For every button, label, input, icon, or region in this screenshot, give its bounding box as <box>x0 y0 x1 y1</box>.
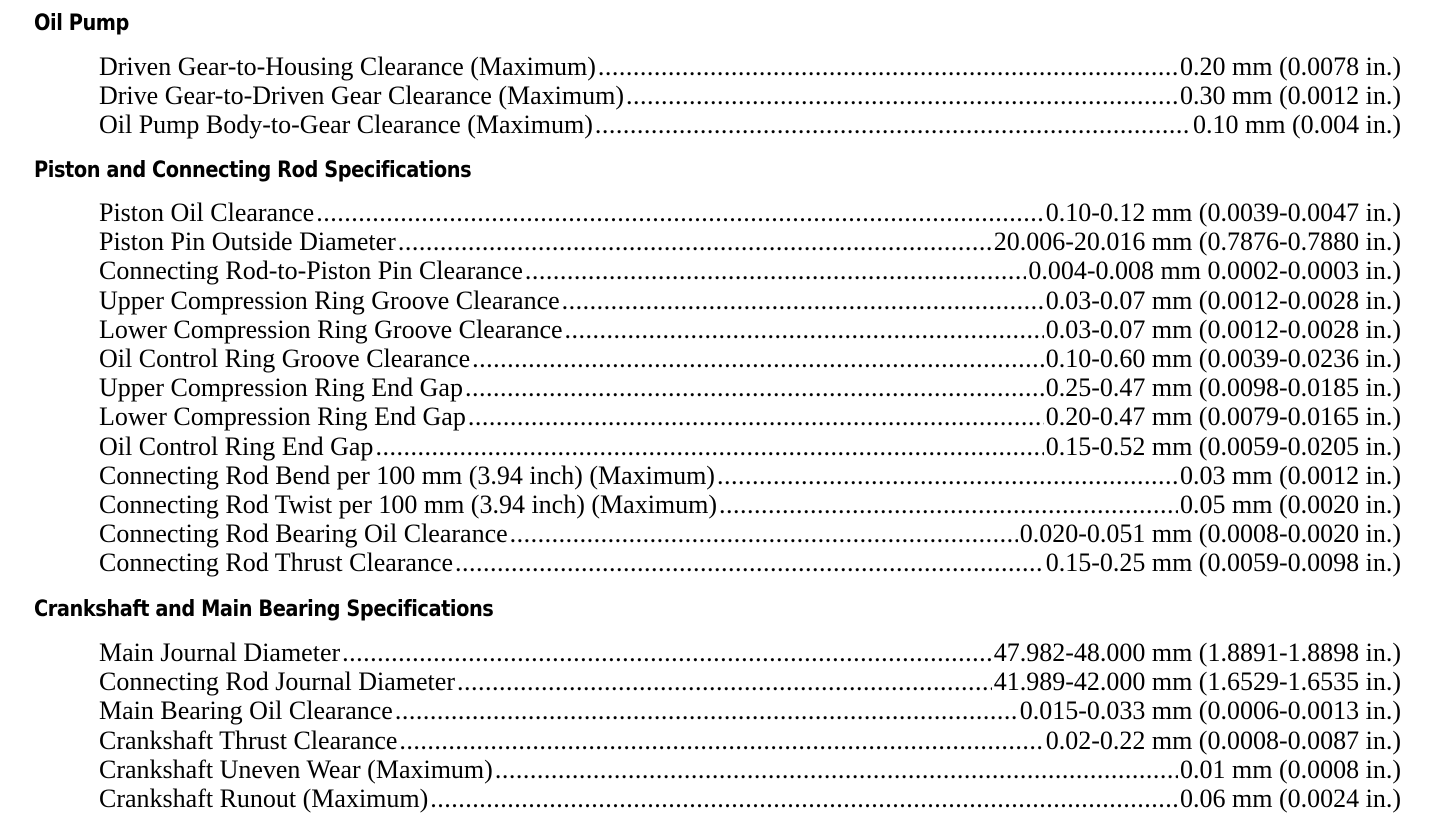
dot-leader <box>375 432 1043 461</box>
spec-label: Piston Oil Clearance <box>99 198 315 227</box>
dot-leader <box>465 373 1044 402</box>
spec-label: Driven Gear-to-Housing Clearance (Maximum) <box>99 52 596 81</box>
dot-leader <box>398 227 992 256</box>
spec-value: 0.15-0.25 mm (0.0059-0.0098 in.) <box>1045 548 1401 578</box>
spec-value: 0.01 mm (0.0008 in.) <box>1180 754 1401 784</box>
spec-row <box>99 726 1401 755</box>
spec-row <box>99 52 1401 81</box>
spec-value: 0.020-0.051 mm (0.0008-0.0020 in.) <box>1019 519 1401 549</box>
dot-leader <box>510 519 1018 548</box>
dot-leader <box>472 344 1044 373</box>
spec-row <box>99 256 1401 285</box>
spec-label: Connecting Rod-to-Piston Pin Clearance <box>99 256 523 286</box>
spec-value: 0.03-0.07 mm (0.0012-0.0028 in.) <box>1045 314 1401 344</box>
dot-leader <box>565 315 1044 344</box>
section-heading: Piston and Connecting Rod Specifications <box>34 158 472 183</box>
dot-leader <box>495 755 1178 784</box>
dot-leader <box>598 52 1178 81</box>
spec-value: 0.02-0.22 mm (0.0008-0.0087 in.) <box>1045 725 1401 755</box>
spec-row <box>99 344 1401 373</box>
spec-row <box>99 667 1401 696</box>
spec-label: Connecting Rod Bend per 100 mm (3.94 inch) (Maximum) <box>99 460 715 490</box>
spec-label: Piston Pin Outside Diameter <box>99 227 396 257</box>
dot-leader <box>717 461 1178 490</box>
spec-row <box>99 490 1401 519</box>
dot-leader <box>455 548 1044 577</box>
spec-row <box>99 755 1401 784</box>
spec-label: Main Bearing Oil Clearance <box>99 696 393 726</box>
spec-row <box>99 461 1401 490</box>
spec-label: Connecting Rod Thrust Clearance <box>99 548 454 578</box>
spec-label: Crankshaft Runout (Maximum) <box>99 783 429 813</box>
spec-value: 0.10-0.60 mm (0.0039-0.0236 in.) <box>1045 343 1401 373</box>
spec-label: Drive Gear-to-Driven Gear Clearance (Maximum) <box>99 81 625 111</box>
spec-label: Connecting Rod Bearing Oil Clearance <box>99 519 508 549</box>
spec-label: Connecting Rod Twist per 100 mm (3.94 inch) (Maximum) <box>99 489 718 519</box>
spec-value: 0.30 mm (0.0012 in.) <box>1180 81 1401 111</box>
dot-leader <box>457 667 992 696</box>
spec-value: 20.006-20.016 mm (0.7876-0.7880 in.) <box>993 227 1401 257</box>
spec-label: Upper Compression Ring End Gap <box>99 373 463 403</box>
dot-leader <box>399 726 1043 755</box>
dot-leader <box>719 490 1178 519</box>
spec-row <box>99 373 1401 402</box>
spec-list <box>99 52 1401 140</box>
spec-row <box>99 432 1401 461</box>
spec-value: 0.20 mm (0.0078 in.) <box>1180 52 1401 81</box>
spec-value: 47.982-48.000 mm (1.8891-1.8898 in.) <box>993 638 1401 667</box>
spec-list <box>99 198 1401 577</box>
spec-label: Upper Compression Ring Groove Clearance <box>99 285 560 315</box>
spec-row <box>99 696 1401 725</box>
spec-list <box>99 638 1401 813</box>
spec-row <box>99 110 1401 139</box>
spec-row <box>99 81 1401 110</box>
spec-value: 0.004-0.008 mm 0.0002-0.0003 in.) <box>1028 256 1401 286</box>
spec-row <box>99 227 1401 256</box>
spec-value: 0.15-0.52 mm (0.0059-0.0205 in.) <box>1045 431 1401 461</box>
spec-label: Crankshaft Uneven Wear (Maximum) <box>99 754 493 784</box>
spec-value: 0.20-0.47 mm (0.0079-0.0165 in.) <box>1045 402 1401 432</box>
spec-label: Oil Pump Body-to-Gear Clearance (Maximum) <box>99 110 593 140</box>
spec-row <box>99 519 1401 548</box>
spec-value: 0.015-0.033 mm (0.0006-0.0013 in.) <box>1019 696 1401 726</box>
dot-leader <box>395 696 1018 725</box>
spec-label: Oil Control Ring Groove Clearance <box>99 343 471 373</box>
spec-value: 0.05 mm (0.0020 in.) <box>1180 489 1401 519</box>
spec-label: Oil Control Ring End Gap <box>99 431 374 461</box>
dot-leader <box>316 198 1044 227</box>
spec-row <box>99 198 1401 227</box>
spec-value: 0.03 mm (0.0012 in.) <box>1180 460 1401 490</box>
dot-leader <box>468 402 1044 431</box>
dot-leader <box>342 638 992 667</box>
spec-value: 41.989-42.000 mm (1.6529-1.6535 in.) <box>993 667 1401 697</box>
spec-label: Lower Compression Ring End Gap <box>99 402 466 432</box>
section-heading: Oil Pump <box>34 11 129 36</box>
spec-label: Connecting Rod Journal Diameter <box>99 667 455 697</box>
spec-value: 0.06 mm (0.0024 in.) <box>1180 783 1401 813</box>
spec-row <box>99 548 1401 577</box>
dot-leader <box>562 286 1044 315</box>
spec-row <box>99 402 1401 431</box>
dot-leader <box>525 256 1026 285</box>
dot-leader <box>595 110 1191 139</box>
section-heading: Crankshaft and Main Bearing Specifications <box>34 597 494 622</box>
spec-value: 0.03-0.07 mm (0.0012-0.0028 in.) <box>1045 285 1401 315</box>
spec-label: Lower Compression Ring Groove Clearance <box>99 314 563 344</box>
spec-row <box>99 286 1401 315</box>
spec-value: 0.10-0.12 mm (0.0039-0.0047 in.) <box>1045 198 1401 227</box>
spec-row <box>99 784 1401 813</box>
spec-value: 0.10 mm (0.004 in.) <box>1193 110 1401 140</box>
spec-label: Crankshaft Thrust Clearance <box>99 725 398 755</box>
spec-label: Main Journal Diameter <box>99 638 341 667</box>
spec-row <box>99 315 1401 344</box>
dot-leader <box>626 81 1178 110</box>
spec-row <box>99 638 1401 667</box>
dot-leader <box>430 784 1178 813</box>
spec-value: 0.25-0.47 mm (0.0098-0.0185 in.) <box>1045 373 1401 403</box>
